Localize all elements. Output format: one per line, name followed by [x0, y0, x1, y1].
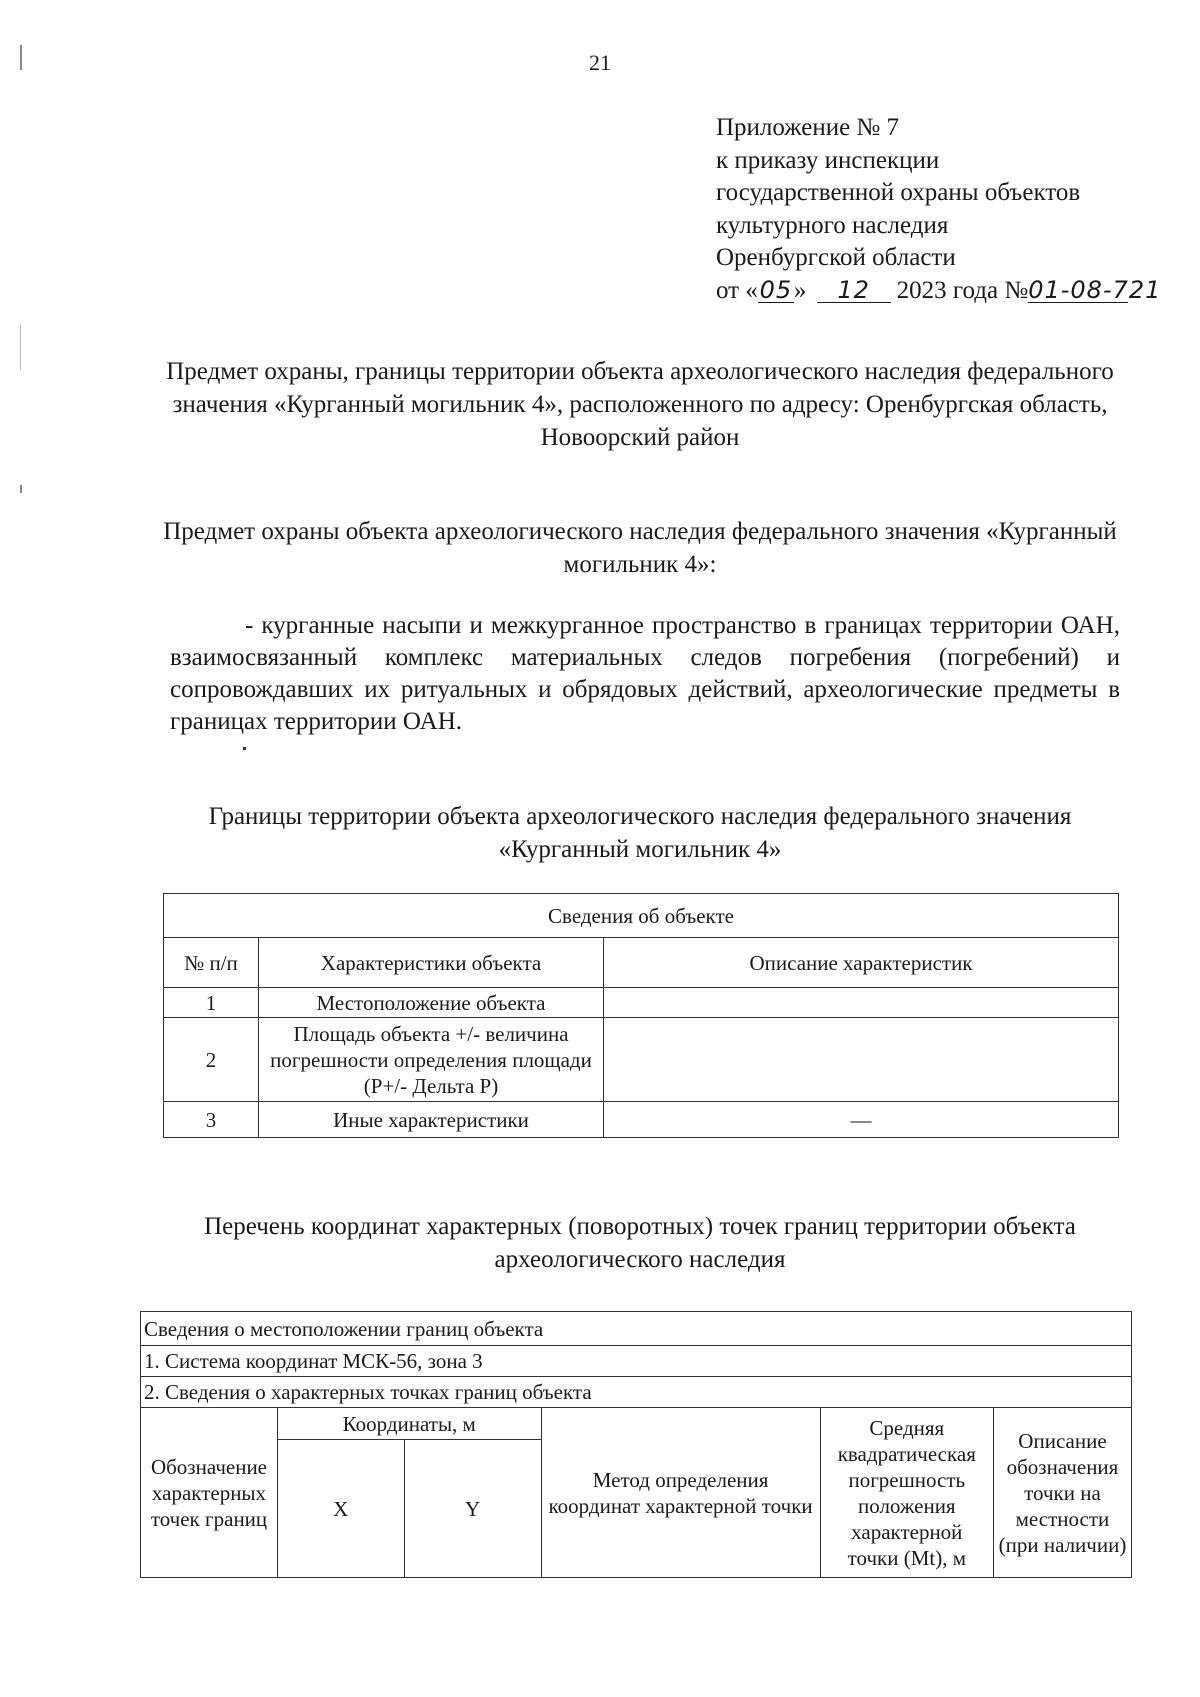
column-header: Характеристики объекта [259, 938, 604, 988]
date-year: 2023 года № [896, 276, 1029, 304]
coordinates-heading: Перечень координат характерных (поворотных) точек границ территории объекта археологического наследия [204, 1213, 1076, 1273]
date-prefix: от « [716, 276, 758, 304]
table-caption: Сведения об объекте [164, 894, 1119, 938]
scan-mark [20, 45, 22, 70]
column-header-coordinates: Координаты, м [277, 1408, 541, 1440]
coordinates-table [140, 1311, 1132, 1578]
appendix-line: Оренбургской области [716, 244, 956, 271]
column-header-designation: Обозначение характерных точек границ [141, 1408, 278, 1578]
document-title: Предмет охраны, границы территории объекта археологического наследия федерального значения «Курганный могильник 4», расположенного по адресу: Оренбургская область, Новоорский район [166, 358, 1114, 451]
subject-heading: Предмет охраны объекта археологического наследия федерального значения «Курганный могильник 4»: [163, 518, 1117, 578]
appendix-line: к приказу инспекции [716, 146, 940, 174]
handwritten-month: 12 [817, 278, 891, 303]
row-characteristic: Площадь объекта +/- величина погрешности определения площади (Р+/- Дельта Р) [259, 1018, 604, 1102]
column-header-method: Метод определения координат характерной точки [541, 1408, 820, 1578]
column-header: № п/п [164, 938, 259, 988]
object-info-table [163, 893, 1119, 1138]
row-number: 3 [164, 1102, 259, 1138]
handwritten-day: 05 [759, 275, 793, 304]
row-number: 2 [164, 1018, 259, 1102]
page-number: 21 [589, 50, 611, 75]
appendix-line: культурного наследия [716, 211, 949, 239]
appendix-line: государственной охраны объектов [716, 179, 1081, 206]
table-row-label: 2. Сведения о характерных точках границ объекта [141, 1377, 1132, 1408]
column-header-y: Y [404, 1440, 541, 1578]
row-number: 1 [164, 988, 259, 1018]
column-header: Описание характеристик [604, 938, 1119, 988]
column-header-error: Средняя квадратическая погрешность положения характерной точки (Mt), м [820, 1408, 993, 1578]
scan-dot [243, 747, 246, 750]
table-row-label: 1. Система координат МСК-56, зона 3 [141, 1346, 1132, 1377]
appendix-block [716, 112, 1162, 307]
scan-mark [20, 485, 22, 493]
appendix-line: Приложение № 7 [716, 114, 900, 141]
row-characteristic: Местоположение объекта [259, 988, 604, 1018]
column-header-description: Описание обозначения точки на местности (при наличии) [993, 1408, 1131, 1578]
row-description: — [604, 1102, 1119, 1138]
subject-paragraph: - курганные насыпи и межкурганное пространство в границах территории ОАН, взаимосвязанный комплекс материальных следов погребения (погребений) и сопровождавших их ритуальных и обрядовых действий, археологические предметы в границах территории ОАН. [170, 612, 1120, 735]
row-characteristic: Иные характеристики [259, 1102, 604, 1138]
appendix-date-line [716, 275, 1162, 308]
row-description [604, 988, 1119, 1018]
subject-text [170, 610, 1120, 738]
column-header-x: X [277, 1440, 404, 1578]
date-mid: » [793, 276, 807, 304]
row-description [604, 1018, 1119, 1102]
handwritten-order-number: 01-08-721 [1028, 275, 1162, 304]
bounds-heading: Границы территории объекта археологического наследия федерального значения «Курганный могильник 4» [208, 803, 1072, 863]
table-row-label: Сведения о местоположении границ объекта [141, 1312, 1132, 1346]
scan-mark [20, 325, 21, 370]
